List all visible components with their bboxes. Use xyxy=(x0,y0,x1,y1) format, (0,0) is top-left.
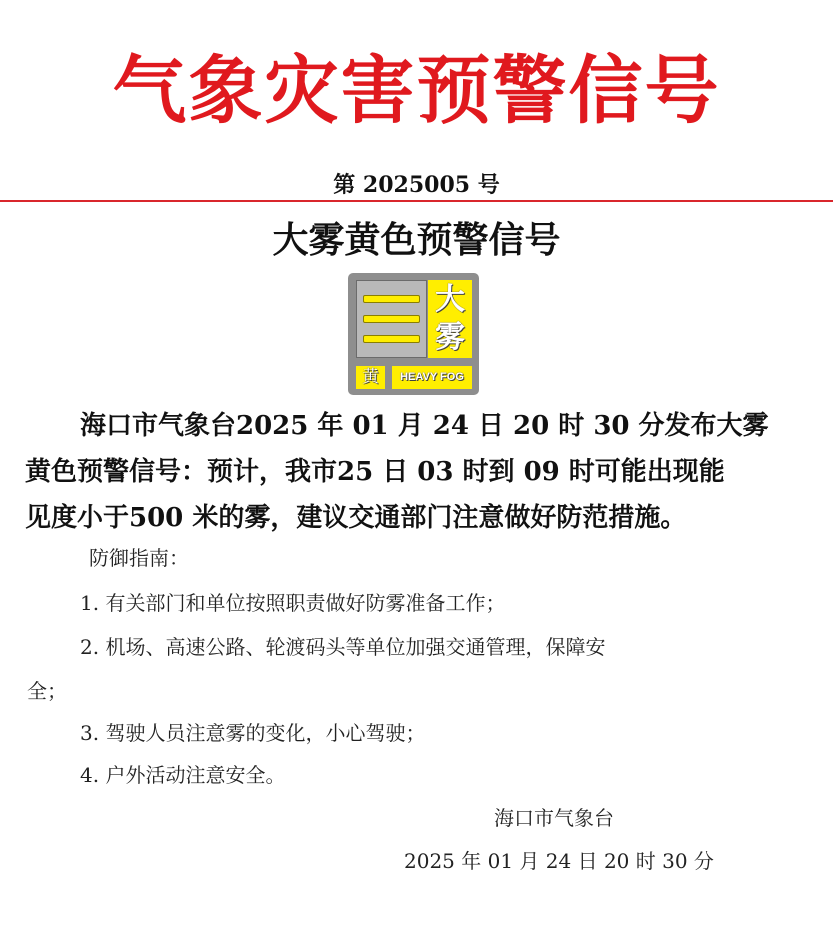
guide-item: 4. 户外活动注意安全。 xyxy=(80,763,286,787)
announcement-line: 见度小于500 米的雾，建议交通部门注意做好防范措施。 xyxy=(25,503,687,533)
document-number: 第 2025005 号 xyxy=(333,172,500,198)
heavy-fog-yellow-icon xyxy=(348,273,479,395)
guide-item: 2. 机场、高速公路、轮渡码头等单位加强交通管理，保障安 xyxy=(80,635,606,659)
icon-character-box xyxy=(428,280,472,358)
document-title: 气象灾害预警信号 xyxy=(112,48,721,134)
icon-english-label: HEAVY FOG xyxy=(392,366,472,389)
issue-datetime: 2025 年 01 月 24 日 20 时 30 分 xyxy=(404,849,714,873)
guide-item-continuation: 全； xyxy=(27,679,67,703)
fog-bar xyxy=(363,295,420,303)
icon-char-da: 大 xyxy=(435,282,465,317)
fog-bars-panel xyxy=(356,280,427,358)
announcement-line: 黄色预警信号：预计，我市25 日 03 时到 09 时可能出现能 xyxy=(25,457,725,487)
header-divider xyxy=(0,200,833,202)
fog-bar xyxy=(363,315,420,323)
guide-item: 3. 驾驶人员注意雾的变化，小心驾驶； xyxy=(80,721,426,745)
guide-heading: 防御指南： xyxy=(89,546,189,570)
fog-bar xyxy=(363,335,420,343)
guide-item: 1. 有关部门和单位按照职责做好防雾准备工作； xyxy=(80,591,506,615)
issuer-signature: 海口市气象台 xyxy=(494,806,614,830)
icon-char-wu: 雾 xyxy=(435,320,465,355)
signal-title: 大雾黄色预警信号 xyxy=(272,220,561,261)
icon-level-char: 黄 xyxy=(356,366,385,389)
announcement-line: 海口市气象台2025 年 01 月 24 日 20 时 30 分发布大雾 xyxy=(80,411,769,441)
